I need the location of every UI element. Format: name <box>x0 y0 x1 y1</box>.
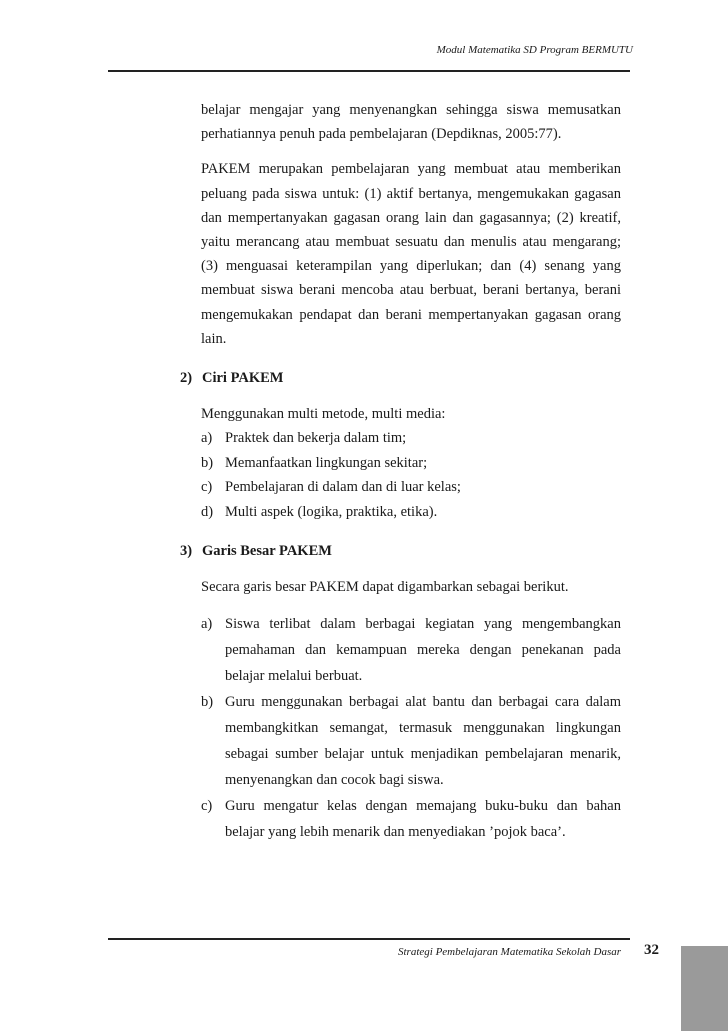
garis-besar-list <box>180 611 621 845</box>
section-number: 2) <box>180 370 193 387</box>
list-marker: b) <box>201 454 214 471</box>
list-text: Memanfaatkan lingkungan sekitar; <box>225 454 428 471</box>
list-item <box>180 426 621 451</box>
page-number: 32 <box>644 942 659 958</box>
section-heading-ciri <box>180 366 621 390</box>
list-text: Guru menggunakan berbagai alat bantu dan berbagai cara dalam membangkitkan semangat, termasuk menggunakan lingkungan sebagai sumber belajar untuk menjadikan pembelajaran menarik, menyenangkan dan cocok bagi siswa. <box>225 694 621 789</box>
section-heading-garis-besar <box>180 539 621 563</box>
page-tab-decoration <box>681 946 728 1031</box>
list-item <box>180 451 621 476</box>
list-item <box>180 475 621 500</box>
ciri-list <box>180 426 621 524</box>
list-text: Multi aspek (logika, praktika, etika). <box>225 503 438 520</box>
running-header: Modul Matematika SD Program BERMUTU <box>436 44 633 56</box>
list-marker: a) <box>201 616 213 633</box>
section-number: 3) <box>180 543 193 560</box>
list-marker: a) <box>201 430 213 447</box>
section-title: Ciri PAKEM <box>202 370 284 387</box>
list-marker: c) <box>201 479 213 496</box>
list-text: Pembelajaran di dalam dan di luar kelas; <box>225 479 461 496</box>
list-item <box>180 500 621 525</box>
list-item <box>180 793 621 845</box>
section-intro: Menggunakan multi metode, multi media: <box>201 406 446 423</box>
running-footer: Strategi Pembelajaran Matematika Sekolah Dasar <box>398 946 622 958</box>
list-item <box>180 689 621 793</box>
footer-rule <box>108 938 630 940</box>
list-marker: c) <box>201 798 213 815</box>
list-text: Guru mengatur kelas dengan memajang buku-buku dan bahan belajar yang lebih menarik dan menyediakan ’pojok baca’. <box>225 798 621 841</box>
header-rule <box>108 70 630 72</box>
section-title: Garis Besar PAKEM <box>202 543 332 560</box>
list-item <box>180 611 621 689</box>
paragraph-continuation: belajar mengajar yang menyenangkan sehingga siswa memusatkan perhatiannya penuh pada pembelajaran (Depdiknas, 2005:77). <box>201 102 621 143</box>
list-marker: b) <box>201 694 214 711</box>
paragraph-pakem-definition: PAKEM merupakan pembelajaran yang membuat atau memberikan peluang pada siswa untuk: (1) aktif bertanya, mengemukakan gagasan dan mempertanyakan gagasan orang lain dan gagasannya; (2) kreatif, yaitu merancang atau membuat sesuatu dan menulis atau mengarang; (3) menguasai keterampilan yang diperlukan; dan (4) senang yang membuat siswa berani mencoba atau berbuat, berani bertanya, berani mengemukakan pendapat dan berani mempertanyakan gagasan orang lain. <box>201 161 621 347</box>
list-text: Siswa terlibat dalam berbagai kegiatan yang mengembangkan pemahaman dan kemampuan mereka dengan penekanan pada belajar melalui berbuat. <box>225 616 621 685</box>
list-marker: d) <box>201 503 214 520</box>
page-content <box>180 98 621 845</box>
section-intro: Secara garis besar PAKEM dapat digambarkan sebagai berikut. <box>201 579 569 596</box>
list-text: Praktek dan bekerja dalam tim; <box>225 430 407 447</box>
